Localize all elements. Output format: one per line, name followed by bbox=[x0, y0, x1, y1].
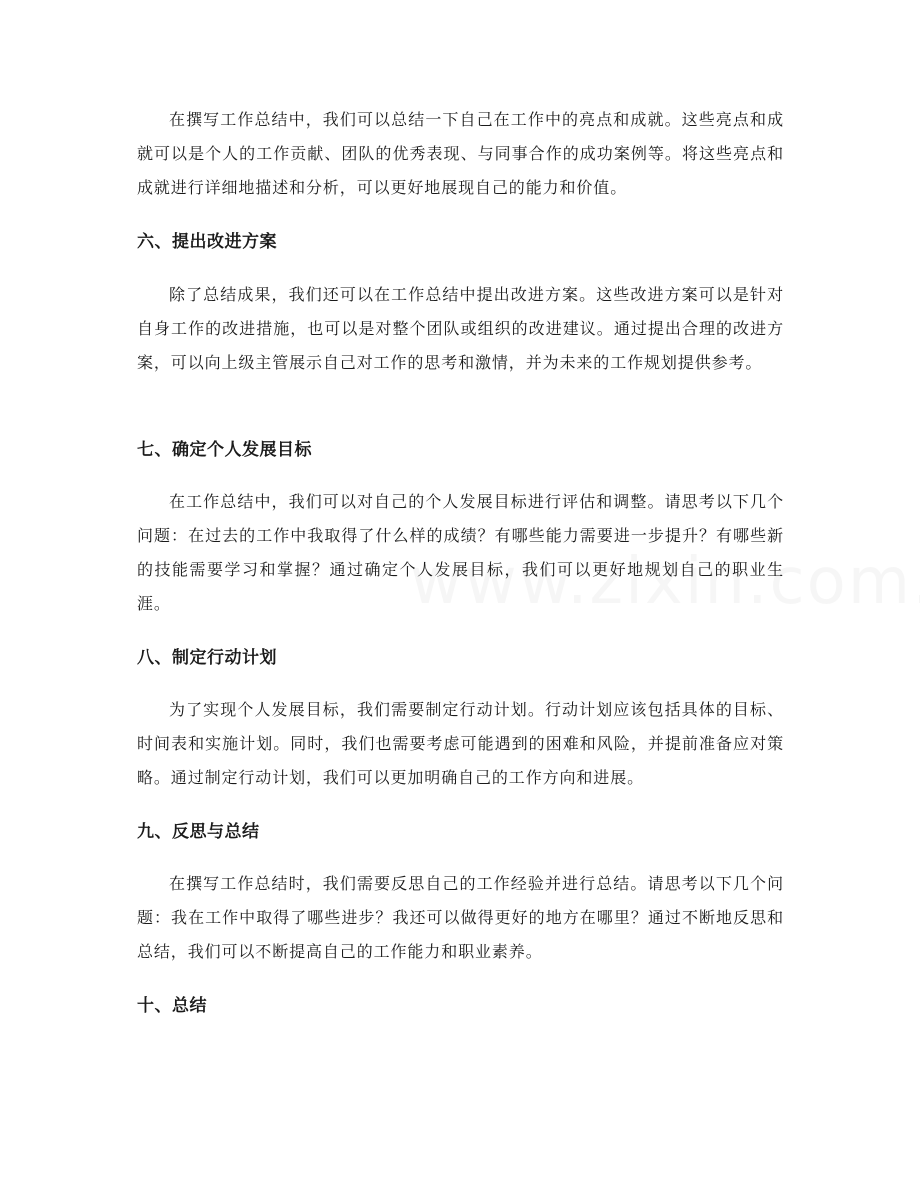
paragraph-text: 在撰写工作总结中，我们可以总结一下自己在工作中的亮点和成就。这些亮点和成就可以是个人的工作贡献、团队的优秀表现、与同事合作的成功案例等。将这些亮点和成就进行详细地描述和分析，可以更好地展现自己的能力和价值。 bbox=[137, 110, 784, 197]
paragraph-action-plan bbox=[137, 693, 784, 795]
heading-section-8 bbox=[137, 645, 784, 671]
heading-section-9 bbox=[137, 819, 784, 845]
heading-section-10 bbox=[137, 993, 784, 1019]
section-heading: 七、确定个人发展目标 bbox=[137, 440, 312, 460]
paragraph-achievements bbox=[137, 103, 784, 205]
paragraph-goals bbox=[137, 485, 784, 621]
heading-section-6 bbox=[137, 229, 784, 255]
section-heading: 八、制定行动计划 bbox=[137, 648, 277, 668]
paragraph-text: 在工作总结中，我们可以对自己的个人发展目标进行评估和调整。请思考以下几个问题：在过去的工作中我取得了什么样的成绩？有哪些能力需要进一步提升？有哪些新的技能需要学习和掌握？通过确定个人发展目标，我们可以更好地规划自己的职业生涯。 bbox=[137, 492, 784, 613]
paragraph-text: 为了实现个人发展目标，我们需要制定行动计划。行动计划应该包括具体的目标、时间表和实施计划。同时，我们也需要考虑可能遇到的困难和风险，并提前准备应对策略。通过制定行动计划，我们可以更加明确自己的工作方向和进展。 bbox=[137, 700, 784, 787]
paragraph-reflection bbox=[137, 867, 784, 969]
paragraph-improvement bbox=[137, 278, 784, 380]
section-heading: 十、总结 bbox=[137, 996, 207, 1016]
paragraph-text: 除了总结成果，我们还可以在工作总结中提出改进方案。这些改进方案可以是针对自身工作的改进措施，也可以是对整个团队或组织的改进建议。通过提出合理的改进方案，可以向上级主管展示自己对工作的思考和激情，并为未来的工作规划提供参考。 bbox=[137, 285, 784, 372]
section-heading: 六、提出改进方案 bbox=[137, 232, 277, 252]
paragraph-text: 在撰写工作总结时，我们需要反思自己的工作经验并进行总结。请思考以下几个问题：我在工作中取得了哪些进步？我还可以做得更好的地方在哪里？通过不断地反思和总结，我们可以不断提高自己的工作能力和职业素养。 bbox=[137, 874, 784, 961]
section-heading: 九、反思与总结 bbox=[137, 822, 260, 842]
heading-section-7 bbox=[137, 437, 784, 463]
